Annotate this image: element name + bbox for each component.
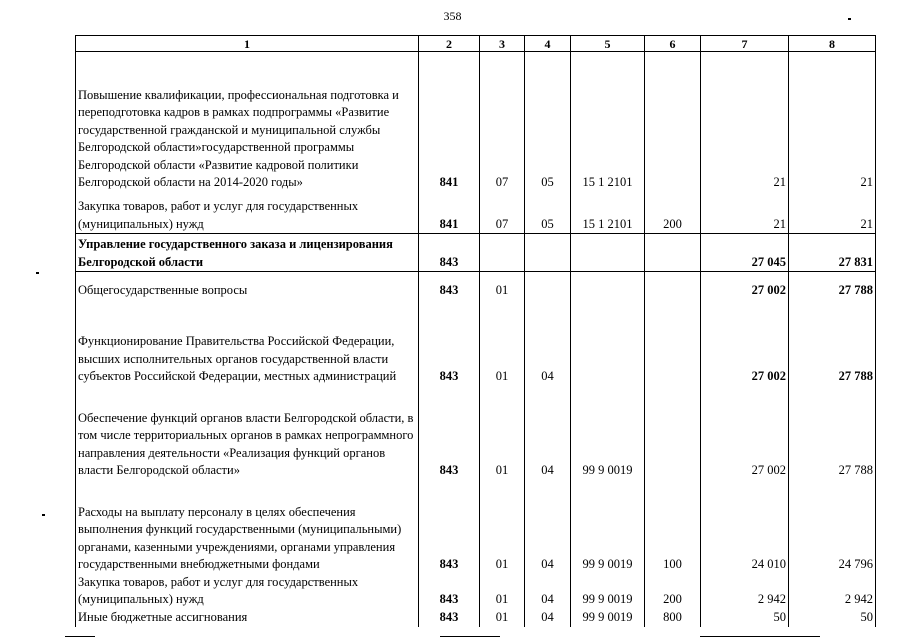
- scan-speck: [36, 272, 39, 274]
- column-header-5: 5: [571, 36, 645, 52]
- scan-edge-line: [700, 636, 820, 637]
- row-description: Обеспечение функций органов власти Белгородской области, в том числе территориальных органов в рамках непрограммного направления деятельности «Реализация функций органов власти Белгородской области»: [76, 386, 419, 480]
- ministry-code: 843: [419, 574, 480, 609]
- ministry-code: 843: [419, 480, 480, 574]
- amount-col7: 21: [701, 192, 789, 234]
- expense-type-code: 200: [645, 574, 701, 609]
- expense-type-code: [645, 272, 701, 300]
- row-description: Общегосударственные вопросы: [76, 272, 419, 300]
- target-article-code: 99 9 0019: [571, 609, 645, 627]
- amount-col7: 24 010: [701, 480, 789, 574]
- column-header-7: 7: [701, 36, 789, 52]
- target-article-code: 99 9 0019: [571, 574, 645, 609]
- table-row: [76, 574, 876, 609]
- ministry-code: 843: [419, 234, 480, 272]
- table-row: [76, 192, 876, 234]
- subsection-code: [525, 272, 571, 300]
- amount-col8: 27 788: [789, 300, 876, 386]
- table-row: [76, 272, 876, 300]
- section-code: 01: [480, 300, 525, 386]
- column-header-8: 8: [789, 36, 876, 52]
- subsection-code: 04: [525, 574, 571, 609]
- amount-col7: 21: [701, 52, 789, 192]
- amount-col7: 27 045: [701, 234, 789, 272]
- amount-col7: 2 942: [701, 574, 789, 609]
- amount-col8: 50: [789, 609, 876, 627]
- column-header-2: 2: [419, 36, 480, 52]
- target-article-code: 99 9 0019: [571, 480, 645, 574]
- amount-col8: 27 831: [789, 234, 876, 272]
- amount-col7: 27 002: [701, 272, 789, 300]
- table-row-section: [76, 234, 876, 272]
- column-header-3: 3: [480, 36, 525, 52]
- expense-type-code: 800: [645, 609, 701, 627]
- expense-type-code: [645, 300, 701, 386]
- expense-type-code: [645, 234, 701, 272]
- subsection-code: 05: [525, 52, 571, 192]
- amount-col8: 21: [789, 192, 876, 234]
- section-code: 07: [480, 192, 525, 234]
- target-article-code: [571, 272, 645, 300]
- ministry-code: 843: [419, 609, 480, 627]
- section-code: 07: [480, 52, 525, 192]
- target-article-code: [571, 300, 645, 386]
- ministry-code: 843: [419, 386, 480, 480]
- expense-type-code: [645, 386, 701, 480]
- expense-type-code: 200: [645, 192, 701, 234]
- subsection-code: 04: [525, 386, 571, 480]
- target-article-code: 15 1 2101: [571, 192, 645, 234]
- subsection-code: 04: [525, 609, 571, 627]
- section-code: 01: [480, 574, 525, 609]
- section-code: 01: [480, 480, 525, 574]
- ministry-code: 843: [419, 300, 480, 386]
- column-header-1: 1: [76, 36, 419, 52]
- scan-edge-line: [65, 636, 95, 637]
- section-code: 01: [480, 386, 525, 480]
- amount-col8: 21: [789, 52, 876, 192]
- scan-speck: [848, 18, 851, 20]
- target-article-code: [571, 234, 645, 272]
- target-article-code: 15 1 2101: [571, 52, 645, 192]
- section-code: [480, 234, 525, 272]
- row-description: Закупка товаров, работ и услуг для государственных (муниципальных) нужд: [76, 192, 419, 234]
- row-description: Расходы на выплату персоналу в целях обеспечения выполнения функций государственными (муниципальными) органами, казенными учреждениями, органами управления государственными внебюджетными фондами: [76, 480, 419, 574]
- amount-col7: 27 002: [701, 386, 789, 480]
- ministry-code: 841: [419, 52, 480, 192]
- target-article-code: 99 9 0019: [571, 386, 645, 480]
- scan-edge-line: [440, 636, 500, 637]
- page-number: 358: [443, 9, 462, 23]
- column-header-6: 6: [645, 36, 701, 52]
- subsection-code: [525, 234, 571, 272]
- section-code: 01: [480, 272, 525, 300]
- expense-type-code: 100: [645, 480, 701, 574]
- subsection-code: 05: [525, 192, 571, 234]
- row-description: Повышение квалификации, профессиональная подготовка и переподготовка кадров в рамках подпрограммы «Развитие государственной гражданской и муниципальной службы Белгородской области»государственной программы Белгородской области «Развитие кадровой политики Белгородской области на 2014-2020 годы»: [76, 52, 419, 192]
- subsection-code: 04: [525, 300, 571, 386]
- subsection-code: 04: [525, 480, 571, 574]
- table-row: [76, 386, 876, 480]
- amount-col8: 24 796: [789, 480, 876, 574]
- column-header-4: 4: [525, 36, 571, 52]
- table-row: [76, 480, 876, 574]
- amount-col7: 27 002: [701, 300, 789, 386]
- budget-table: [75, 35, 876, 627]
- table-row: [76, 609, 876, 627]
- amount-col8: 27 788: [789, 386, 876, 480]
- expense-type-code: [645, 52, 701, 192]
- ministry-code: 841: [419, 192, 480, 234]
- table-row: [76, 52, 876, 192]
- amount-col8: 2 942: [789, 574, 876, 609]
- amount-col8: 27 788: [789, 272, 876, 300]
- row-description: Управление государственного заказа и лицензирования Белгородской области: [76, 234, 419, 272]
- section-code: 01: [480, 609, 525, 627]
- row-description: Иные бюджетные ассигнования: [76, 609, 419, 627]
- header-row: [76, 36, 876, 52]
- amount-col7: 50: [701, 609, 789, 627]
- row-description: Функционирование Правительства Российской Федерации, высших исполнительных органов государственной власти субъектов Российской Федерации, местных администраций: [76, 300, 419, 386]
- ministry-code: 843: [419, 272, 480, 300]
- table-row: [76, 300, 876, 386]
- row-description: Закупка товаров, работ и услуг для государственных (муниципальных) нужд: [76, 574, 419, 609]
- scan-speck: [42, 514, 45, 516]
